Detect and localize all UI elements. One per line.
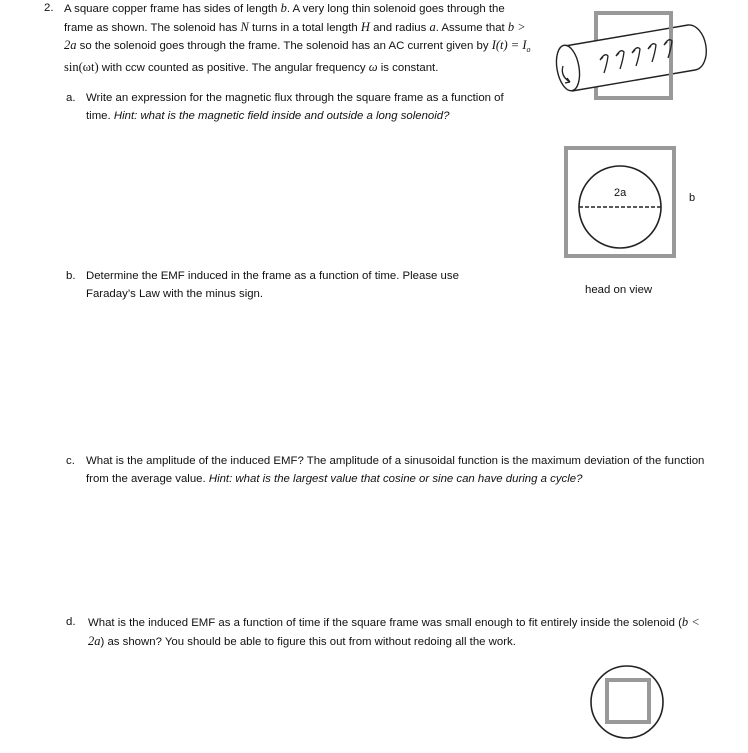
condition-b-lt-2a: b < 2a [88,615,700,648]
head-on-caption: head on view [585,284,653,296]
part-b [86,268,506,303]
intro-text-1: A square copper frame has sides of length [64,3,281,15]
intro-text-3: turns in a total length [248,21,361,34]
part-c-text: What is the amplitude of the induced EMF? The amplitude of a sinusoidal function is the maximum deviation of the function from the average value. [86,455,705,485]
part-d-text-2: ) as shown? You should be able to figure this out from without redoing all the work. [100,635,516,648]
var-H: H [360,19,370,34]
intro-text-6: so the solenoid goes through the frame. The solenoid has an AC current given by [76,40,492,52]
solenoid-frame-figure [545,8,720,108]
current-equation: I(t) = I [491,38,527,52]
part-d-text-1: What is the induced EMF as a function of time if the square frame was small enough to fit entirely inside the solenoid ( [88,617,682,629]
part-c [86,453,716,488]
diameter-label: 2a [614,187,627,199]
intro-text-8: is constant. [377,61,439,74]
var-N: N [240,19,249,34]
small-frame-figure [590,662,670,742]
current-subscript: o [526,45,531,54]
intro-text-2: . A very long thin solenoid goes through the frame as shown. The solenoid has [64,3,505,34]
head-on-figure [560,146,680,266]
var-a: a [429,19,436,34]
problem-intro [64,0,534,77]
part-b-text: Determine the EMF induced in the frame as a function of time. Please use Faraday’s Law with the minus sign. [86,270,459,300]
problem-number: 2. [44,2,54,14]
side-length-label: b [689,192,696,204]
part-a-text: Write an expression for the magnetic flux through the square frame as a function of time. [86,92,504,122]
part-a-label: a. [66,92,76,104]
current-sine: sin(ωt) [64,59,99,74]
intro-text-5: . Assume that [435,21,508,34]
part-b-label: b. [66,270,76,282]
solenoid-body [565,25,707,91]
part-a [86,90,506,125]
part-d [88,614,708,651]
part-a-hint: Hint: what is the magnetic field inside and outside a long solenoid? [113,109,450,122]
part-c-hint: Hint: what is the largest value that cosine or sine can have during a cycle? [208,472,583,485]
part-c-label: c. [66,455,75,467]
part-d-label: d. [66,616,76,628]
condition-b-gt-2a: b > 2a [64,19,526,52]
intro-text-4: and radius [369,21,430,34]
solenoid-cross-section-small [591,666,663,738]
small-square-frame [607,680,649,722]
intro-text-7: with ccw counted as positive. The angular frequency [98,61,369,74]
var-omega: ω [368,59,378,74]
var-b: b [280,1,287,15]
